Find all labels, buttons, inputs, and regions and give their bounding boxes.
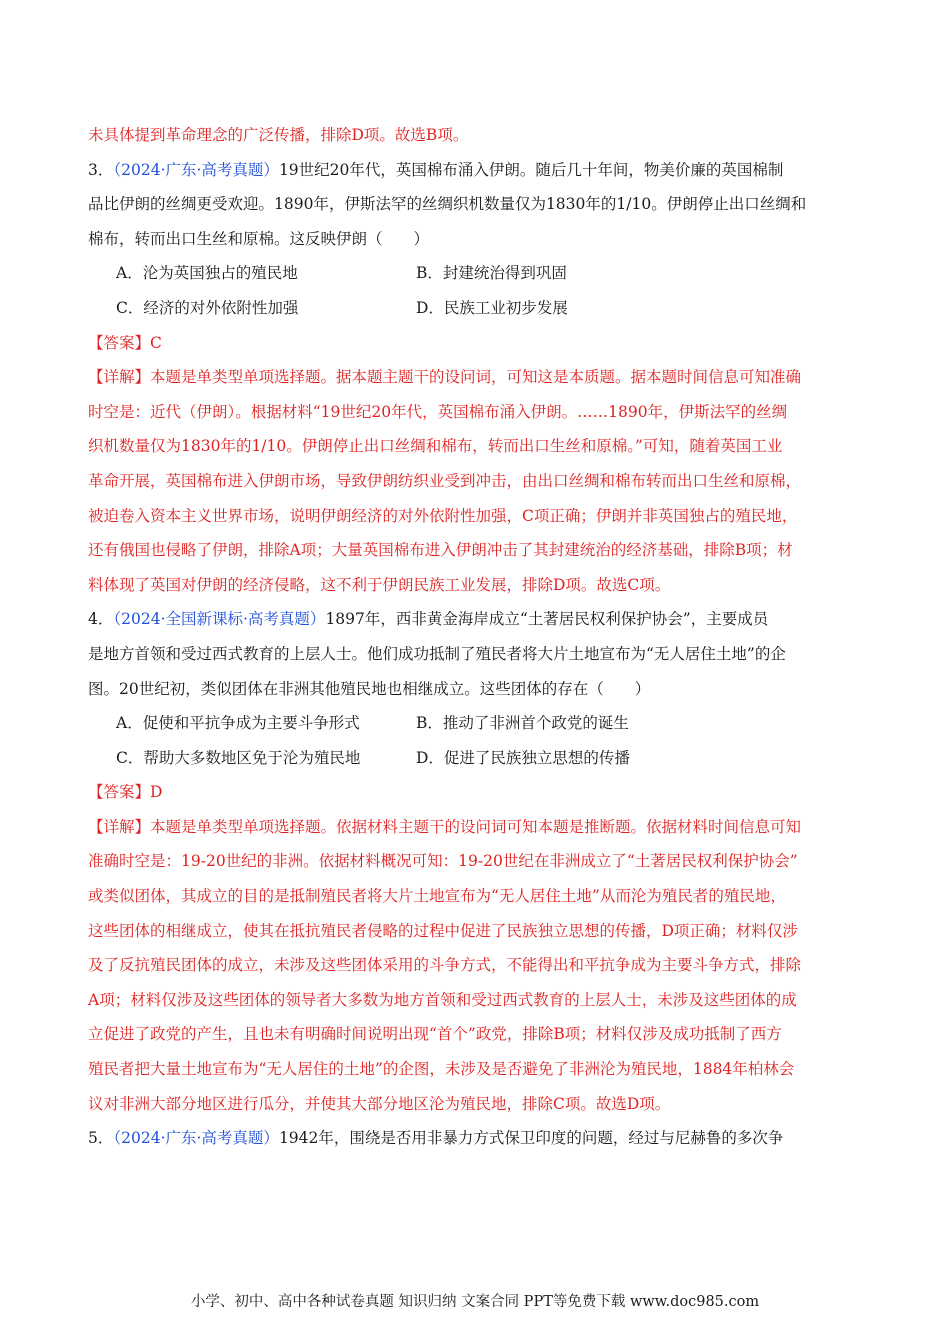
question-number: 3． — [88, 160, 114, 179]
option-a: A．沦为英国独占的殖民地 — [116, 264, 298, 283]
question-3-answer: 【答案】C — [88, 333, 162, 352]
question-4-answer: 【答案】D — [88, 783, 163, 802]
option-d: D．促进了民族独立思想的传播 — [416, 748, 630, 767]
question-source-tag: （2024·全国新课标·高考真题） — [113, 610, 326, 629]
question-3-explanation: 【详解】本题是单类型单项选择题。据本题主题干的设问词，可知这是本质题。据本题时间信息可知准确 时空是：近代（伊朗）。根据材料“19世纪20年代，英国棉布涌入伊朗。……1890年，伊斯法罕的丝绸 织机数量仅为1830年的1/10。伊朗停止出口丝绸和棉布，转而出口生丝和原棉。”可知，随着英国工业 革命开展，英国棉布进入伊朗市场，导致伊朗纺织业受到冲击，由出口丝绸和棉布转而出口生丝和原棉， 被迫卷入资本主义世界市场，说明伊朗经济的对外依附性加强，C项正确；伊朗并非英国独占的殖民地， 还有俄国也侵略了伊朗，排除A项；大量英国棉布进入伊朗冲击了其封建统治的经济基础，排除B项；材 料体现了英国对伊朗的经济侵略，这不利于伊朗民族工业发展，排除D项。故选C项。 — [88, 368, 802, 594]
question-number: 5． — [88, 1129, 114, 1148]
question-3 — [88, 153, 864, 603]
question-5-stem-line-1: 5．（2024·广东·高考真题）1942年，围绕是否用非暴力方式保卫印度的问题，经过与尼赫鲁的多次争 — [88, 1129, 784, 1148]
previous-explanation-tail: 未具体提到革命理念的广泛传播，排除D项。故选B项。 — [88, 126, 469, 144]
option-d: D．民族工业初步发展 — [416, 298, 568, 317]
option-c: C．帮助大多数地区免于沦为殖民地 — [116, 748, 361, 767]
document-page — [88, 118, 864, 1156]
option-c: C．经济的对外依附性加强 — [116, 298, 299, 317]
page-footer: 小学、初中、高中各种试卷真题 知识归纳 文案合同 PPT等免费下载 www.doc985.com — [190, 1294, 760, 1310]
question-4 — [88, 602, 864, 1121]
option-a: A．促使和平抗争成为主要斗争形式 — [116, 714, 360, 733]
option-b: B．推动了非洲首个政党的诞生 — [416, 714, 629, 733]
question-4-explanation: 【详解】本题是单类型单项选择题。依据材料主题干的设问词可知本题是推断题。依据材料时间信息可知 准确时空是：19-20世纪的非洲。依据材料概况可知：19-20世纪在非洲成立了“土著居民权利保护协会” 或类似团体，其成立的目的是抵制殖民者将大片土地宣布为“无人居住土地”从而沦为殖民者的殖民地， 这些团体的相继成立，使其在抵抗殖民者侵略的过程中促进了民族独立思想的传播，D项正确；材料仅涉 及了反抗殖民团体的成立，未涉及这些团体采用的斗争方式，不能得出和平抗争成为主要斗争方式，排除 A项；材料仅涉及这些团体的领导者大多数为地方首领和受过西式教育的上层人士，未涉及这些团体的成 立促进了政党的产生，且也未有明确时间说明出现“首个”政党，排除B项；材料仅涉及成功抵制了西方 殖民者把大量土地宣布为“无人居住的土地”的企图，未涉及是否避免了非洲沦为殖民地，1884年柏林会 议对非洲大部分地区进行瓜分，并使其大部分地区沦为殖民地，排除C项。故选D项。 — [88, 817, 802, 1113]
question-3-stem-line-2: 品比伊朗的丝绸更受欢迎。1890年，伊斯法罕的丝绸织机数量仅为1830年的1/10。伊朗停止出口丝绸和 — [88, 195, 807, 214]
question-5 — [88, 1121, 864, 1156]
question-4-stem-line-2: 是地方首领和受过西式教育的上层人士。他们成功抵制了殖民者将大片土地宣布为“无人居住土地”的企 — [88, 644, 786, 663]
question-3-options-row-1 — [88, 256, 864, 291]
question-number: 4． — [88, 610, 114, 629]
question-3-stem-line-1: 3．（2024·广东·高考真题）19世纪20年代，英国棉布涌入伊朗。随后几十年间，物美价廉的英国棉制 — [88, 160, 784, 179]
question-4-stem-line-3: 图。20世纪初，类似团体在非洲其他殖民地也相继成立。这些团体的存在（ ） — [88, 679, 651, 698]
question-source-tag: （2024·广东·高考真题） — [113, 1129, 279, 1148]
question-3-stem-line-3: 棉布，转而出口生丝和原棉。这反映伊朗（ ） — [88, 229, 430, 248]
question-4-stem-line-1: 4．（2024·全国新课标·高考真题）1897年，西非黄金海岸成立“土著居民权利保护协会”，主要成员 — [88, 610, 769, 629]
option-b: B．封建统治得到巩固 — [416, 264, 567, 283]
question-3-options-row-2 — [88, 291, 864, 326]
question-4-options-row-2 — [88, 741, 864, 776]
question-source-tag: （2024·广东·高考真题） — [113, 160, 279, 179]
question-4-options-row-1 — [88, 706, 864, 741]
